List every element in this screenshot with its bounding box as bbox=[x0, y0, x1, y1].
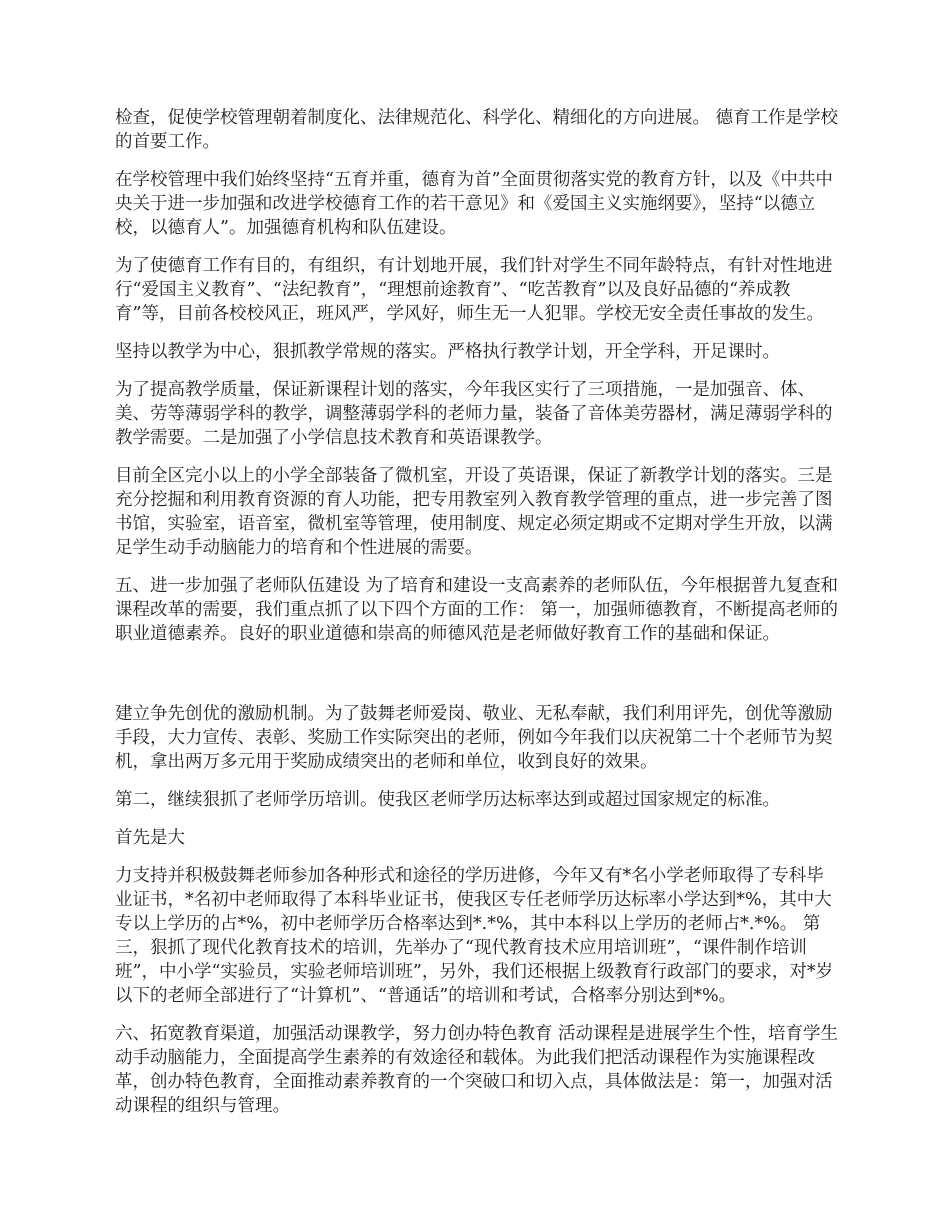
paragraph: 目前全区完小以上的小学全部装备了微机室，开设了英语课，保证了新教学计划的落实。三是充分挖掘和利用教育资源的育人功能，把专用教室列入教育教学管理的重点，进一步完善了图书馆，实验室，语音室，微机室等管理，使用制度、规定必须定期或不定期对学生开放，以满足学生动手动脑能力的培育和个性进展的需要。 bbox=[115, 466, 833, 558]
paragraph: 第二，继续狠抓了老师学历培训。使我区老师学历达标率达到或超过国家规定的标准。 bbox=[115, 790, 780, 810]
paragraph: 五、进一步加强了老师队伍建设 为了培育和建设一支高素养的老师队伍，今年根据普九复查和课程改革的需要，我们重点抓了以下四个方面的工作： 第一，加强师德教育，不断提高老师的职业道德素养。良好的职业道德和崇高的师德风范是老师做好教育工作的基础和保证。 bbox=[115, 576, 839, 644]
paragraph: 六、拓宽教育渠道，加强活动课教学，努力创办特色教育 活动课程是进展学生个性，培育学生动手动脑能力，全面提高学生素养的有效途径和载体。为此我们把活动课程作为实施课程改革，创办特色教育，全面推动素养教育的一个突破口和切入点，具体做法是：第一，加强对活动课程的组织与管理。 bbox=[115, 1024, 839, 1116]
paragraph: 为了提高教学质量，保证新课程计划的落实，今年我区实行了三项措施，一是加强音、体、美、劳等薄弱学科的教学，调整薄弱学科的老师力量，装备了音体美劳器材，满足薄弱学科的教学需要。二是加强了小学信息技术教育和英语课教学。 bbox=[115, 380, 833, 448]
document-page bbox=[115, 106, 840, 1132]
paragraph: 为了使德育工作有目的，有组织，有计划地开展，我们针对学生不同年龄特点，有针对性地进行“爱国主义教育”、“法纪教育”，“理想前途教育”、“吃苦教育”以及良好品德的“养成教育”等，目前各校校风正，班风严，学风好，师生无一人犯罪。学校无安全责任事故的发生。 bbox=[115, 256, 833, 324]
paragraph: 力支持并积极鼓舞老师参加各种形式和途径的学历进修，今年又有*名小学老师取得了专科毕业证书，*名初中老师取得了本科毕业证书，使我区专任老师学历达标率小学达到*%，其中大专以上学历的占*%，初中老师学历合格率达到*.*%，其中本科以上学历的老师占*.*%。 第三，狠抓了现代化教育技术的培训，先举办了“现代教育技术应用培训班”，“课件制作培训班”，中小学“实验员，实验老师培训班”，另外，我们还根据上级教育行政部门的要求，对*岁以下的老师全部进行了“计算机”、“普通话”的培训和考试，合格率分别达到*%。 bbox=[115, 866, 834, 1006]
paragraph: 在学校管理中我们始终坚持“五育并重，德育为首”全面贯彻落实党的教育方针，以及《中共中央关于进一步加强和改进学校德育工作的若干意见》和《爱国主义实施纲要》，坚持“以德立校，以德育人”。加强德育机构和队伍建设。 bbox=[115, 170, 833, 238]
paragraph: 首先是大 bbox=[115, 828, 185, 848]
paragraph: 建立争先创优的激励机制。为了鼓舞老师爱岗、敬业、无私奉献，我们利用评先，创优等激励手段，大力宣传、表彰、奖励工作实际突出的老师，例如今年我们以庆祝第二十个老师节为契机，拿出两万多元用于奖励成绩突出的老师和单位，收到良好的效果。 bbox=[115, 704, 833, 772]
paragraph: 坚持以教学为中心，狠抓教学常规的落实。严格执行教学计划，开全学科，开足课时。 bbox=[115, 342, 780, 362]
paragraph: 检查，促使学校管理朝着制度化、法律规范化、科学化、精细化的方向进展。 德育工作是学校的首要工作。 bbox=[115, 108, 839, 152]
section-gap bbox=[115, 660, 840, 702]
